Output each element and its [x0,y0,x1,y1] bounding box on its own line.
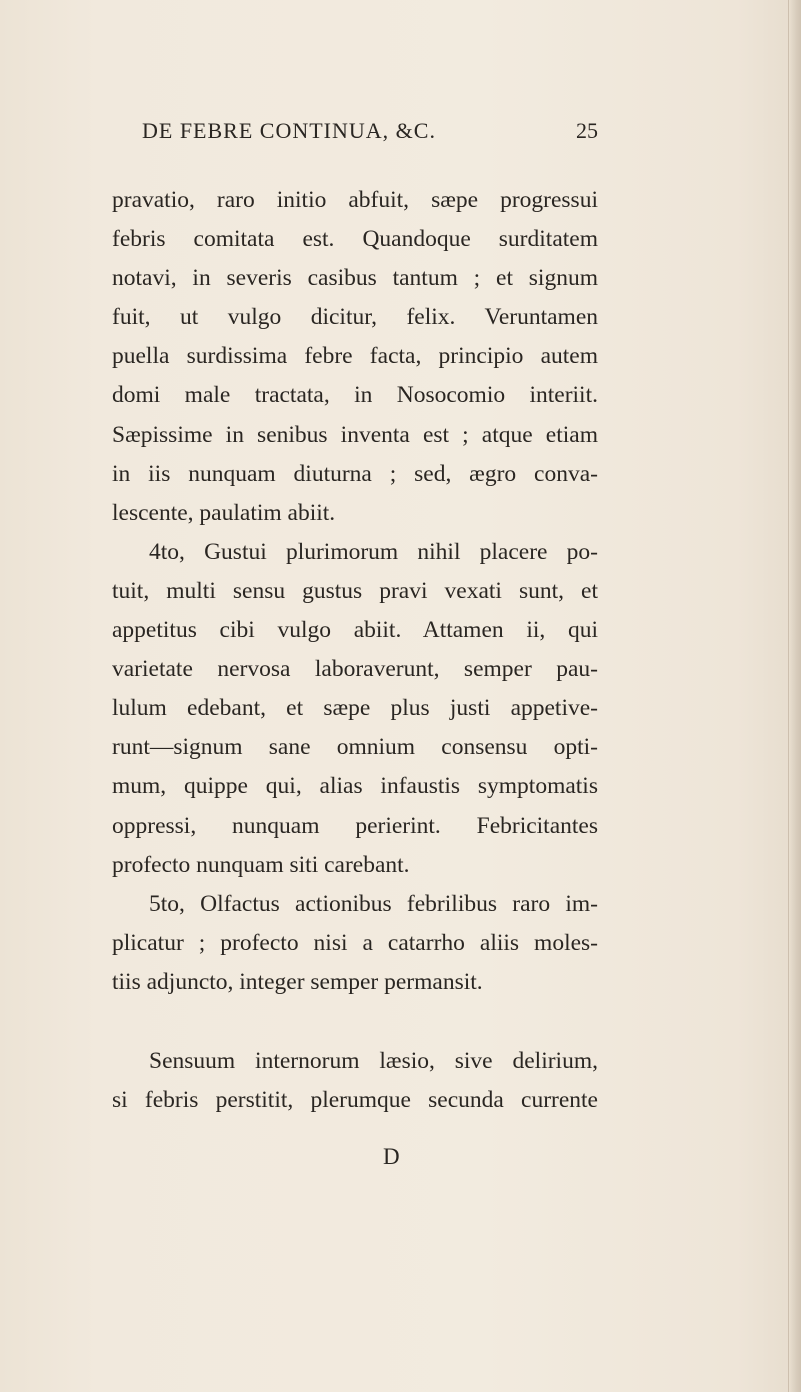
text-line: tuit, multi sensu gustus pravi vexati sunt, et [112,577,598,604]
text-line: runt—signum sane omnium consensu opti- [112,734,598,761]
text-line: 4to, Gustui plurimorum nihil placere po- [149,538,598,565]
text-line: si febris perstitit, plerumque secunda currente [112,1087,598,1114]
paragraph-1 [112,181,598,533]
text-line: lulum edebant, et sæpe plus justi appetive- [112,695,598,722]
section-gap [112,1002,598,1042]
body-text [112,181,598,1120]
paragraph-3 [112,885,598,1002]
text-line: mum, quippe qui, alias infaustis symptomatis [112,773,598,800]
page-header [142,118,598,148]
text-line: 5to, Olfactus actionibus febrilibus raro im- [149,890,598,917]
paragraph-2 [112,533,598,885]
page-edge [788,0,801,1392]
text-line: domi male tractata, in Nosocomio interiit. [112,382,598,409]
text-line: varietate nervosa laboraverunt, semper pau- [112,656,598,683]
paragraph-4 [112,1042,598,1120]
text-line: plicatur ; profecto nisi a catarrho aliis moles- [112,929,598,956]
text-line: puella surdissima febre facta, principio autem [112,343,598,370]
text-line: notavi, in severis casibus tantum ; et signum [112,265,598,292]
page-number: 25 [576,118,598,143]
text-line: febris comitata est. Quandoque surditatem [112,226,598,253]
text-line: oppressi, nunquam perierint. Febricitantes [112,812,598,839]
text-line: fuit, ut vulgo dicitur, felix. Veruntamen [112,304,598,331]
text-line: Sæpissime in senibus inventa est ; atque etiam [112,421,598,448]
running-head: DE FEBRE CONTINUA, &C. [142,118,436,143]
text-line: Sensuum internorum læsio, sive delirium, [149,1047,598,1074]
text-line: appetitus cibi vulgo abiit. Attamen ii, qui [112,617,598,644]
text-line: profecto nunquam siti carebant. [112,851,410,878]
text-line: lescente, paulatim abiit. [112,499,336,526]
text-line: tiis adjuncto, integer semper permansit. [112,968,483,995]
text-line: pravatio, raro initio abfuit, sæpe progressui [112,187,598,213]
text-line: in iis nunquam diuturna ; sed, ægro conva- [112,460,598,487]
catchword: D [383,1144,400,1169]
